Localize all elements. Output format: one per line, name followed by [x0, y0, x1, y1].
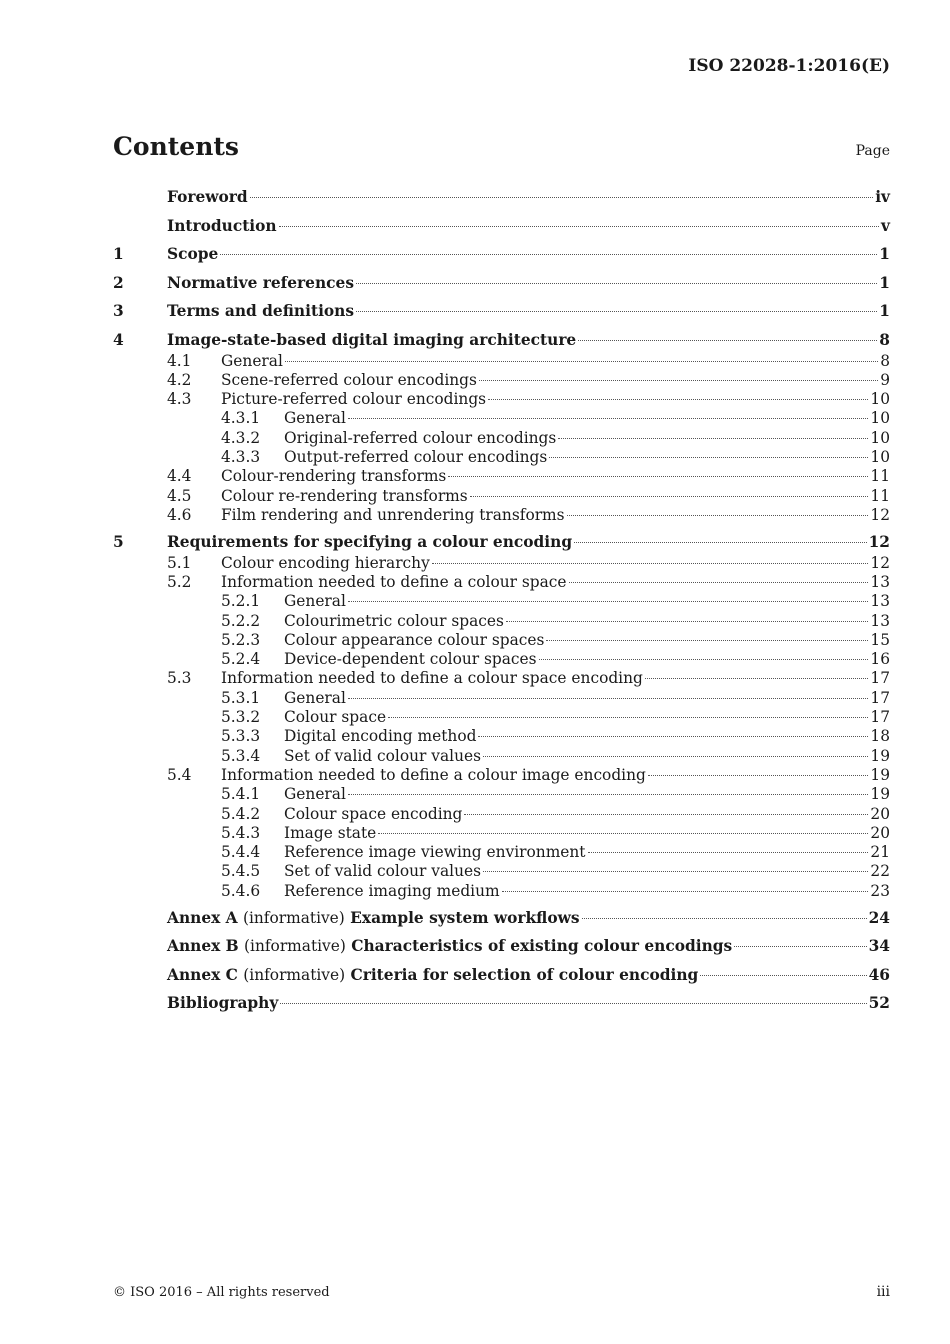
leader-dots — [479, 380, 878, 381]
leader-dots — [539, 659, 869, 660]
toc-entry-number: 1 — [113, 245, 124, 263]
toc-entry[interactable] — [113, 991, 890, 1015]
toc-entry-number: 5.3.1 — [221, 688, 261, 707]
toc-entry-title: Device-dependent colour spaces — [284, 650, 537, 669]
toc-entry-title: Scene-referred colour encodings — [221, 370, 477, 389]
toc-entry-title — [167, 906, 580, 930]
toc-entry-title: Reference image viewing environment — [284, 843, 586, 862]
toc-entry-page: 11 — [870, 467, 890, 486]
toc-entry-title: Set of valid colour values — [284, 862, 481, 881]
toc-entry-page: 24 — [868, 908, 890, 927]
leader-dots — [220, 254, 877, 255]
leader-dots — [356, 311, 877, 312]
toc-entry-page: 20 — [870, 804, 890, 823]
toc-entry-number: 5.3 — [167, 669, 192, 688]
toc-entry[interactable] — [113, 689, 890, 708]
toc-entry-title: Set of valid colour values — [284, 746, 481, 765]
toc-entry-number: 4.5 — [167, 486, 192, 505]
toc-entry[interactable] — [113, 530, 890, 554]
annex-title: Characteristics of existing colour encodings — [351, 937, 733, 956]
toc-entry[interactable] — [113, 906, 890, 930]
copyright-notice: © ISO 2016 – All rights reserved — [113, 1285, 330, 1300]
leader-dots — [588, 852, 869, 853]
toc-entry-page: 22 — [870, 862, 890, 881]
toc-entry-title: Picture-referred colour encodings — [221, 390, 487, 409]
leader-dots — [558, 438, 868, 439]
toc-entry-number: 4.3.3 — [221, 447, 261, 466]
leader-dots — [483, 871, 868, 872]
leader-dots — [448, 476, 868, 477]
toc-entry-number: 4.3.1 — [221, 409, 261, 428]
toc-entry-title: Output-referred colour encodings — [284, 447, 548, 466]
annex-type: (informative) — [244, 937, 346, 956]
toc-entry-page: 12 — [870, 553, 890, 572]
page-number: iii — [876, 1284, 890, 1300]
toc-entry-page: 11 — [870, 486, 890, 505]
toc-entry[interactable] — [113, 824, 890, 843]
toc-entry-number: 5.2.4 — [221, 650, 261, 669]
leader-dots — [279, 226, 879, 227]
leader-dots — [378, 833, 868, 834]
annex-title: Example system workflows — [350, 908, 580, 927]
toc-entry-page: 1 — [879, 302, 890, 320]
toc-entry-page: 18 — [870, 727, 890, 746]
leader-dots — [285, 361, 878, 362]
toc-entry-page: 23 — [870, 881, 890, 900]
leader-dots — [483, 756, 868, 757]
toc-entry[interactable] — [113, 727, 890, 746]
toc-entry[interactable] — [113, 185, 890, 209]
toc-entry[interactable] — [113, 882, 890, 901]
toc-entry-title: Reference imaging medium — [284, 881, 500, 900]
leader-dots — [488, 399, 868, 400]
toc-entry[interactable] — [113, 747, 890, 766]
leader-dots — [569, 582, 869, 583]
toc-entry-title: Colourimetric colour spaces — [284, 611, 504, 630]
toc-entry-title: Terms and definitions — [167, 302, 355, 320]
toc-entry-number: 5.4 — [167, 765, 192, 784]
toc-entry-page: iv — [875, 188, 890, 206]
toc-entry[interactable] — [113, 805, 890, 824]
annex-label: Annex C — [167, 965, 238, 984]
toc-entry-page: 19 — [870, 765, 890, 784]
toc-entry-title: Requirements for specifying a colour encoding — [167, 532, 573, 551]
toc-entry-page: 13 — [870, 592, 890, 611]
toc-entry-title: Film rendering and unrendering transforms — [221, 505, 565, 524]
toc-entry[interactable] — [113, 934, 890, 958]
toc-entry-title: General — [284, 688, 346, 707]
leader-dots — [734, 946, 866, 947]
toc-entry-title: Original-referred colour encodings — [284, 428, 557, 447]
toc-entry[interactable] — [113, 506, 890, 525]
toc-entry[interactable] — [113, 390, 890, 409]
toc-entry-page: 21 — [870, 843, 890, 862]
toc-entry-title: General — [221, 351, 283, 370]
toc-entry[interactable] — [113, 669, 890, 688]
toc-entry[interactable] — [113, 242, 890, 266]
leader-dots — [348, 698, 869, 699]
toc-entry-page: 1 — [879, 245, 890, 263]
toc-entry-page: 20 — [870, 823, 890, 842]
toc-entry[interactable] — [113, 708, 890, 727]
toc-entry-title: Scope — [167, 245, 219, 263]
toc-entry[interactable] — [113, 843, 890, 862]
leader-dots — [478, 736, 868, 737]
toc-entry-number: 5.2.2 — [221, 611, 261, 630]
toc-entry-number: 4.2 — [167, 370, 192, 389]
toc-entry-title: Colour re-rendering transforms — [221, 486, 468, 505]
toc-entry-number: 5.3.3 — [221, 727, 261, 746]
annex-title: Criteria for selection of colour encoding — [350, 965, 699, 984]
leader-dots — [648, 775, 869, 776]
toc-entry-title: Information needed to define a colour space — [221, 572, 567, 591]
toc-entry-number: 5.4.4 — [221, 843, 261, 862]
toc-entry-number: 5.4.1 — [221, 785, 261, 804]
toc-entry-number: 5.4.6 — [221, 881, 261, 900]
toc-entry-page: 17 — [870, 708, 890, 727]
toc-entry-number: 5.3.4 — [221, 746, 261, 765]
leader-dots — [574, 542, 866, 543]
toc-entry[interactable] — [113, 612, 890, 631]
toc-entry[interactable] — [113, 328, 890, 352]
annex-label: Annex A — [167, 908, 238, 927]
annex-label: Annex B — [167, 937, 239, 956]
toc-entry-page: 15 — [870, 630, 890, 649]
toc-entry-number: 5.4.5 — [221, 862, 261, 881]
toc-entry-number: 4.3.2 — [221, 428, 261, 447]
leader-dots — [645, 678, 869, 679]
toc-entry-title: Image-state-based digital imaging architecture — [167, 330, 577, 349]
leader-dots — [546, 640, 868, 641]
toc-entry-title: Digital encoding method — [284, 727, 477, 746]
toc-entry-page: 12 — [868, 532, 890, 551]
toc-entry-page: 34 — [868, 937, 890, 956]
leader-dots — [280, 1003, 866, 1004]
toc-entry-page: 10 — [870, 390, 890, 409]
leader-dots — [464, 814, 868, 815]
page-column-label: Page — [855, 143, 890, 159]
toc-entry[interactable] — [113, 487, 890, 506]
toc-entry-title — [167, 963, 698, 987]
leader-dots — [549, 457, 868, 458]
toc-entry-title: General — [284, 592, 346, 611]
leader-dots — [348, 794, 869, 795]
toc-entry-title: Colour appearance colour spaces — [284, 630, 545, 649]
document-id: ISO 22028-1:2016(E) — [688, 56, 890, 76]
annex-type: (informative) — [242, 908, 345, 927]
toc-entry-title: Colour space — [284, 708, 387, 727]
toc-entry-number: 5.3.2 — [221, 708, 261, 727]
toc-entry-title: Foreword — [167, 188, 248, 206]
leader-dots — [700, 975, 866, 976]
toc-entry-title: General — [284, 409, 346, 428]
toc-entry-number: 5.4.2 — [221, 804, 261, 823]
toc-entry-page: 17 — [870, 669, 890, 688]
toc-entry-page: 19 — [870, 785, 890, 804]
toc-entry-number: 4.3 — [167, 390, 192, 409]
leader-dots — [578, 340, 877, 341]
toc-entry-number: 5.4.3 — [221, 823, 261, 842]
leader-dots — [356, 283, 877, 284]
toc-entry-title: Colour encoding hierarchy — [221, 553, 430, 572]
toc-entry[interactable] — [113, 271, 890, 295]
leader-dots — [506, 621, 869, 622]
toc-entry-number: 4.6 — [167, 505, 192, 524]
toc-entry-page: 8 — [879, 330, 890, 349]
toc-entry-number: 3 — [113, 302, 124, 320]
toc-entry-number: 5.2 — [167, 572, 192, 591]
toc-entry[interactable] — [113, 650, 890, 669]
toc-entry-page: 8 — [880, 351, 890, 370]
toc-entry[interactable] — [113, 963, 890, 987]
toc-entry-page: 52 — [868, 994, 890, 1013]
toc-entry[interactable] — [113, 409, 890, 428]
toc-entry-title: Information needed to define a colour image encoding — [221, 765, 646, 784]
toc-entry-page: 16 — [870, 650, 890, 669]
toc-entry-title: Colour-rendering transforms — [221, 467, 447, 486]
leader-dots — [348, 418, 869, 419]
toc-entry[interactable] — [113, 214, 890, 238]
toc-entry-number: 5 — [113, 532, 124, 551]
toc-entry[interactable] — [113, 429, 890, 448]
toc-entry[interactable] — [113, 467, 890, 486]
toc-entry-title: Normative references — [167, 273, 354, 292]
toc-entry[interactable] — [113, 631, 890, 650]
toc-entry-number: 2 — [113, 273, 124, 292]
annex-type: (informative) — [243, 965, 346, 984]
toc-entry-page: 13 — [870, 572, 890, 591]
toc-entry-page: 46 — [868, 965, 890, 984]
toc-entry-number: 4 — [113, 330, 124, 349]
leader-dots — [250, 197, 874, 198]
toc-entry-page: v — [881, 216, 890, 235]
toc-entry-page: 17 — [870, 688, 890, 707]
toc-entry-page: 10 — [870, 409, 890, 428]
toc-entry-number: 4.4 — [167, 467, 192, 486]
toc-entry-number: 5.2.3 — [221, 630, 261, 649]
toc-entry[interactable] — [113, 352, 890, 371]
table-of-contents — [113, 185, 890, 1015]
toc-entry-page: 10 — [870, 428, 890, 447]
toc-entry-title: Introduction — [167, 216, 277, 235]
leader-dots — [567, 515, 869, 516]
toc-entry-page: 10 — [870, 447, 890, 466]
toc-entry[interactable] — [113, 862, 890, 881]
toc-entry[interactable] — [113, 554, 890, 573]
leader-dots — [388, 717, 868, 718]
toc-entry-title: Colour space encoding — [284, 804, 463, 823]
toc-entry-title: General — [284, 785, 346, 804]
toc-entry-page: 9 — [880, 370, 890, 389]
toc-entry[interactable] — [113, 371, 890, 390]
toc-entry-number: 4.1 — [167, 351, 192, 370]
toc-entry[interactable] — [113, 785, 890, 804]
toc-entry[interactable] — [113, 448, 890, 467]
toc-entry-page: 19 — [870, 746, 890, 765]
toc-entry[interactable] — [113, 573, 890, 592]
leader-dots — [432, 563, 869, 564]
toc-entry[interactable] — [113, 299, 890, 323]
toc-entry-title: Information needed to define a colour space encoding — [221, 669, 643, 688]
toc-entry-page: 1 — [879, 273, 890, 292]
toc-entry-page: 13 — [870, 611, 890, 630]
toc-entry-title: Image state — [284, 823, 377, 842]
leader-dots — [502, 891, 869, 892]
toc-entry[interactable] — [113, 592, 890, 611]
toc-entry-title — [167, 934, 732, 958]
toc-entry-number: 5.2.1 — [221, 592, 261, 611]
leader-dots — [470, 496, 869, 497]
leader-dots — [582, 918, 867, 919]
toc-entry-page: 12 — [870, 505, 890, 524]
toc-entry[interactable] — [113, 766, 890, 785]
toc-entry-number: 5.1 — [167, 553, 192, 572]
page-title: Contents — [113, 132, 240, 161]
leader-dots — [348, 601, 869, 602]
toc-entry-title: Bibliography — [167, 994, 279, 1013]
